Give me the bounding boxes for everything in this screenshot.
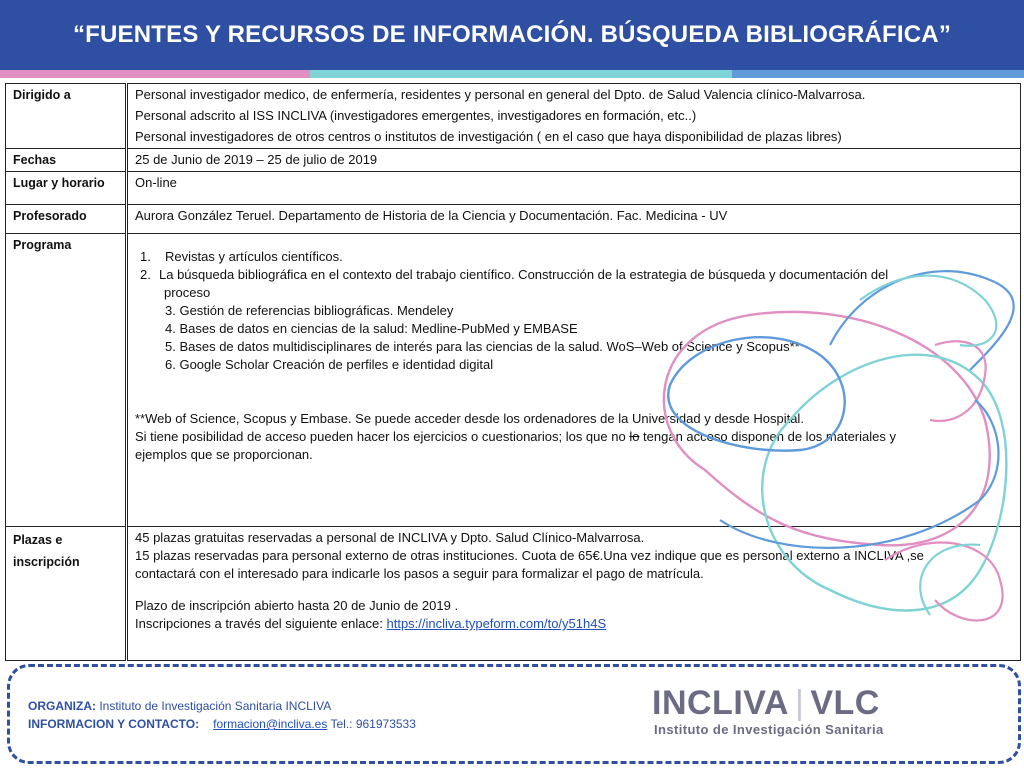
page-title: “FUENTES Y RECURSOS DE INFORMACIÓN. BÚSQUEDA BIBLIOGRÁFICA”	[72, 21, 952, 48]
plazas-line-2: 15 plazas reservadas para personal externo de otras instituciones. Cuota de 65€.Una vez indique que es personal externo a INCLIVA ,se	[135, 548, 924, 563]
contacto-line: INFORMACION Y CONTACTO: formacion@incliva.es Tel.: 961973533	[28, 717, 416, 731]
dirigido-line-1: Personal investigador medico, de enfermería, residentes y personal en general del Dpto. de Salud Valencia clínico-Malvarrosa.	[135, 87, 866, 102]
footer-info	[28, 697, 416, 733]
contact-email-link[interactable]: formacion@incliva.es	[213, 717, 328, 731]
value-programa	[127, 234, 1021, 527]
label-profesorado: Profesorado	[6, 205, 127, 234]
program-item-6: 6. Google Scholar Creación de perfiles e identidad digital	[165, 357, 494, 372]
plazas-line-4: Plazo de inscripción abierto hasta 20 de Junio de 2019 .	[135, 598, 459, 613]
label-fechas: Fechas	[6, 149, 127, 172]
organiza-line: ORGANIZA: Instituto de Investigación Sanitaria INCLIVA	[28, 699, 332, 713]
program-item-2: 2. La búsqueda bibliográfica en el contexto del trabajo científico. Construcción de la estrategia de búsqueda y documentación del	[140, 267, 889, 282]
value-profesorado: Aurora González Teruel. Departamento de Historia de la Ciencia y Documentación. Fac. Medicina - UV	[127, 205, 1021, 234]
plazas-line-3: contactará con el interesado para indicarle los pasos a seguir para formalizar el pago de matrícula.	[135, 566, 704, 581]
program-item-4: 4. Bases de datos en ciencias de la salud: Medline-PubMed y EMBASE	[165, 321, 578, 336]
label-lugar: Lugar y horario	[6, 172, 127, 205]
decor-stripe-blue	[732, 70, 1024, 78]
title-banner	[0, 0, 1024, 70]
plazas-line-5: Inscripciones a través del siguiente enlace: https://incliva.typeform.com/to/y51h4S	[135, 616, 607, 631]
row-programa	[6, 234, 1021, 527]
dirigido-line-3: Personal investigadores de otros centros o institutos de investigación ( en el caso que haya disponibilidad de plazas libres)	[135, 129, 842, 144]
program-note-1: **Web of Science, Scopus y Embase. Se puede acceder desde los ordenadores de la Universidad y desde Hospital.	[135, 411, 804, 426]
decor-stripe-pink	[0, 70, 310, 78]
program-note-2: Si tiene posibilidad de acceso pueden hacer los ejercicios o cuestionarios; los que no lo tengan acceso disponen de los materiales y	[135, 429, 896, 444]
row-plazas	[6, 527, 1021, 661]
dirigido-line-2: Personal adscrito al ISS INCLIVA (investigadores emergentes, investigadores en formación, etc..)	[135, 108, 697, 123]
registration-link[interactable]: https://incliva.typeform.com/to/y51h4S	[386, 616, 607, 631]
row-profesorado	[6, 205, 1021, 234]
row-lugar	[6, 172, 1021, 205]
decor-stripe-teal	[310, 70, 732, 78]
value-plazas	[127, 527, 1021, 661]
label-programa: Programa	[6, 234, 127, 527]
program-item-1: 1. Revistas y artículos científicos.	[140, 249, 343, 264]
program-item-5: 5. Bases de datos multidisciplinares de interés para las ciencias de la salud. WoS–Web of Science y Scopus**	[165, 339, 800, 354]
value-dirigido	[127, 84, 1021, 149]
value-fechas: 25 de Junio de 2019 – 25 de julio de 2019	[127, 149, 1021, 172]
label-dirigido: Dirigido a	[6, 84, 127, 149]
course-info-table	[5, 83, 1021, 661]
program-note-3: ejemplos que se proporcionan.	[135, 447, 313, 462]
plazas-line-1: 45 plazas gratuitas reservadas a personal de INCLIVA y Dpto. Salud Clínico-Malvarrosa.	[135, 530, 645, 545]
label-plazas: Plazas e inscripción	[6, 527, 127, 661]
row-dirigido	[6, 84, 1021, 149]
value-lugar: On-line	[127, 172, 1021, 205]
program-item-2-cont: proceso	[164, 285, 211, 300]
program-item-3: 3. Gestión de referencias bibliográficas. Mendeley	[165, 303, 454, 318]
incliva-logo: INCLIVA | VLC Instituto de Investigación Sanitaria	[652, 684, 884, 737]
row-fechas	[6, 149, 1021, 172]
